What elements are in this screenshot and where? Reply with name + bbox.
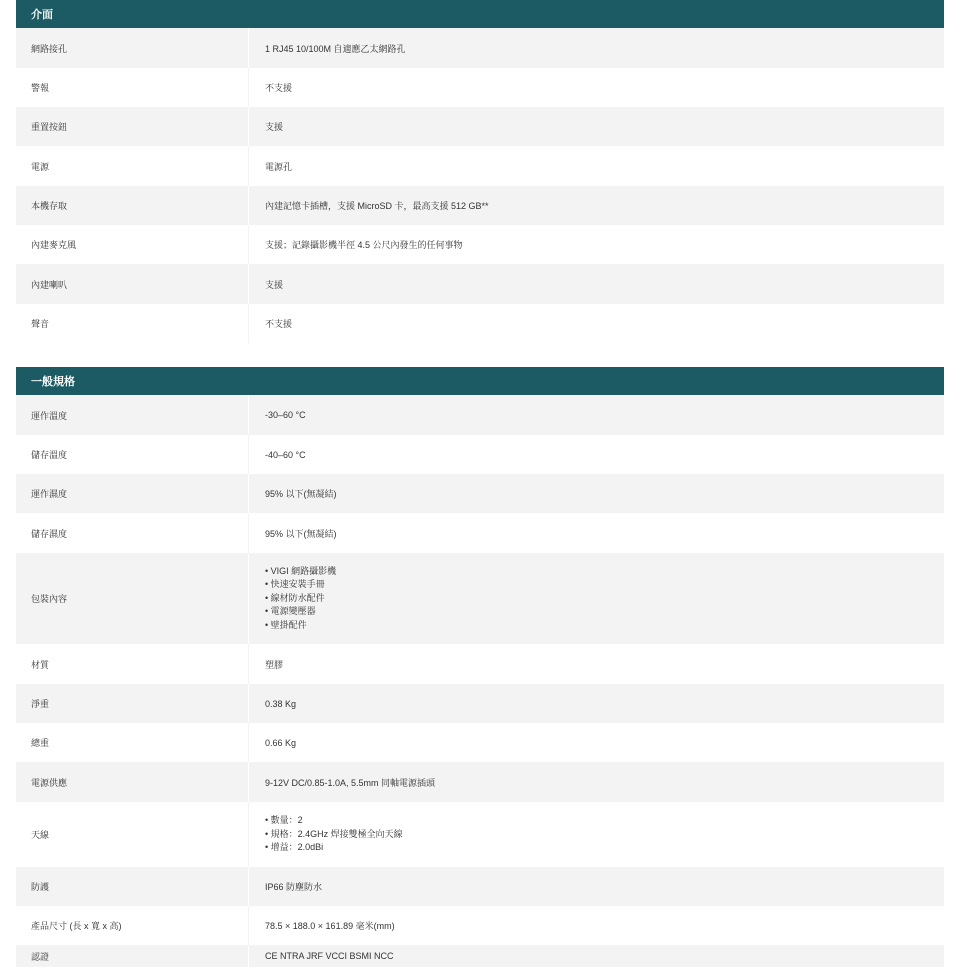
- spec-value: 不支援: [248, 68, 944, 107]
- list-item: • 規格：2.4GHz 焊接雙極全向天線: [265, 828, 403, 842]
- spec-value: 0.38 Kg: [248, 684, 944, 723]
- spec-row: [16, 107, 944, 146]
- spec-row: [16, 186, 944, 225]
- section-title: 一般規格: [16, 367, 944, 395]
- spec-row: [16, 553, 944, 644]
- package-contents-list: [265, 565, 336, 633]
- spec-row: [16, 802, 944, 867]
- spec-label: 儲存溫度: [31, 450, 68, 460]
- spec-label: 電源: [31, 161, 50, 172]
- spec-value: 95% 以下(無凝結): [248, 513, 944, 553]
- spec-value: 支援: [248, 264, 944, 304]
- spec-label: 材質: [31, 659, 50, 670]
- spec-row: [16, 28, 944, 68]
- spec-label: 淨重: [31, 699, 50, 709]
- spec-row: [16, 225, 944, 264]
- list-item: • 電源變壓器: [265, 605, 336, 619]
- spec-value: 支援: [248, 107, 944, 146]
- spec-label: 認證: [31, 951, 50, 962]
- spec-row: [16, 867, 944, 906]
- spec-value: [248, 802, 944, 867]
- spec-value: 78.5 × 188.0 × 161.89 毫米(mm): [248, 906, 944, 945]
- spec-value: 9-12V DC/0.85-1.0A, 5.5mm 同軸電源插頭: [248, 762, 944, 802]
- list-item: • 數量：2: [265, 814, 403, 828]
- spec-value: 不支援: [248, 304, 944, 343]
- spec-value: 95% 以下(無凝結): [248, 474, 944, 513]
- spec-value: -40–60 °C: [248, 435, 944, 474]
- spec-value: IP66 防塵防水: [248, 867, 944, 906]
- spec-value: 電源孔: [248, 146, 944, 186]
- spec-label: 包裝內容: [31, 594, 68, 604]
- interface-section: [16, 0, 944, 343]
- spec-value: CE NTRA JRF VCCI BSMI NCC: [248, 945, 944, 967]
- spec-label: 內建喇叭: [31, 279, 68, 290]
- spec-row: [16, 644, 944, 684]
- list-item: • 壁掛配件: [265, 619, 336, 633]
- general-specs-section: [16, 367, 944, 967]
- spec-label: 電源供應: [31, 777, 68, 788]
- spec-label: 本機存取: [31, 201, 68, 211]
- list-item: • 線材防水配件: [265, 592, 336, 606]
- spec-row: [16, 945, 944, 967]
- spec-row: [16, 304, 944, 343]
- spec-row: [16, 264, 944, 304]
- spec-row: [16, 513, 944, 553]
- spec-row: [16, 684, 944, 723]
- spec-label: 重置按鈕: [31, 122, 68, 132]
- spec-label: 運作濕度: [31, 489, 68, 499]
- spec-value: 塑膠: [248, 644, 944, 684]
- spec-label: 警報: [31, 83, 50, 93]
- spec-row: [16, 723, 944, 762]
- spec-label: 聲音: [31, 319, 50, 329]
- list-item: • VIGI 網路攝影機: [265, 565, 336, 579]
- spec-value: 內建記憶卡插槽，支援 MicroSD 卡，最高支援 512 GB**: [248, 186, 944, 225]
- spec-label: 儲存濕度: [31, 528, 68, 539]
- antenna-spec-list: [265, 814, 403, 855]
- spec-row: [16, 762, 944, 802]
- spec-row: [16, 146, 944, 186]
- spec-value: 1 RJ45 10/100M 自適應乙太網路孔: [248, 28, 944, 68]
- section-title: 介面: [16, 0, 944, 28]
- list-item: • 增益：2.0dBi: [265, 841, 403, 855]
- spec-label: 網路接孔: [31, 43, 68, 54]
- spec-row: [16, 474, 944, 513]
- spec-label: 總重: [31, 738, 50, 748]
- spec-value: 支援；記錄攝影機半徑 4.5 公尺內發生的任何事物: [248, 225, 944, 264]
- spec-value: [248, 553, 944, 644]
- spec-label: 內建麥克風: [31, 240, 77, 250]
- spec-row: [16, 435, 944, 474]
- spec-value: 0.66 Kg: [248, 723, 944, 762]
- spec-label: 產品尺寸 (長 x 寬 x 高): [31, 921, 122, 931]
- spec-value: -30–60 °C: [248, 395, 944, 435]
- list-item: • 快速安裝手冊: [265, 578, 336, 592]
- spec-label: 防護: [31, 882, 50, 892]
- spec-label: 運作溫度: [31, 410, 68, 421]
- spec-row: [16, 395, 944, 435]
- spec-label: 天線: [31, 830, 50, 840]
- spec-row: [16, 906, 944, 945]
- spec-row: [16, 68, 944, 107]
